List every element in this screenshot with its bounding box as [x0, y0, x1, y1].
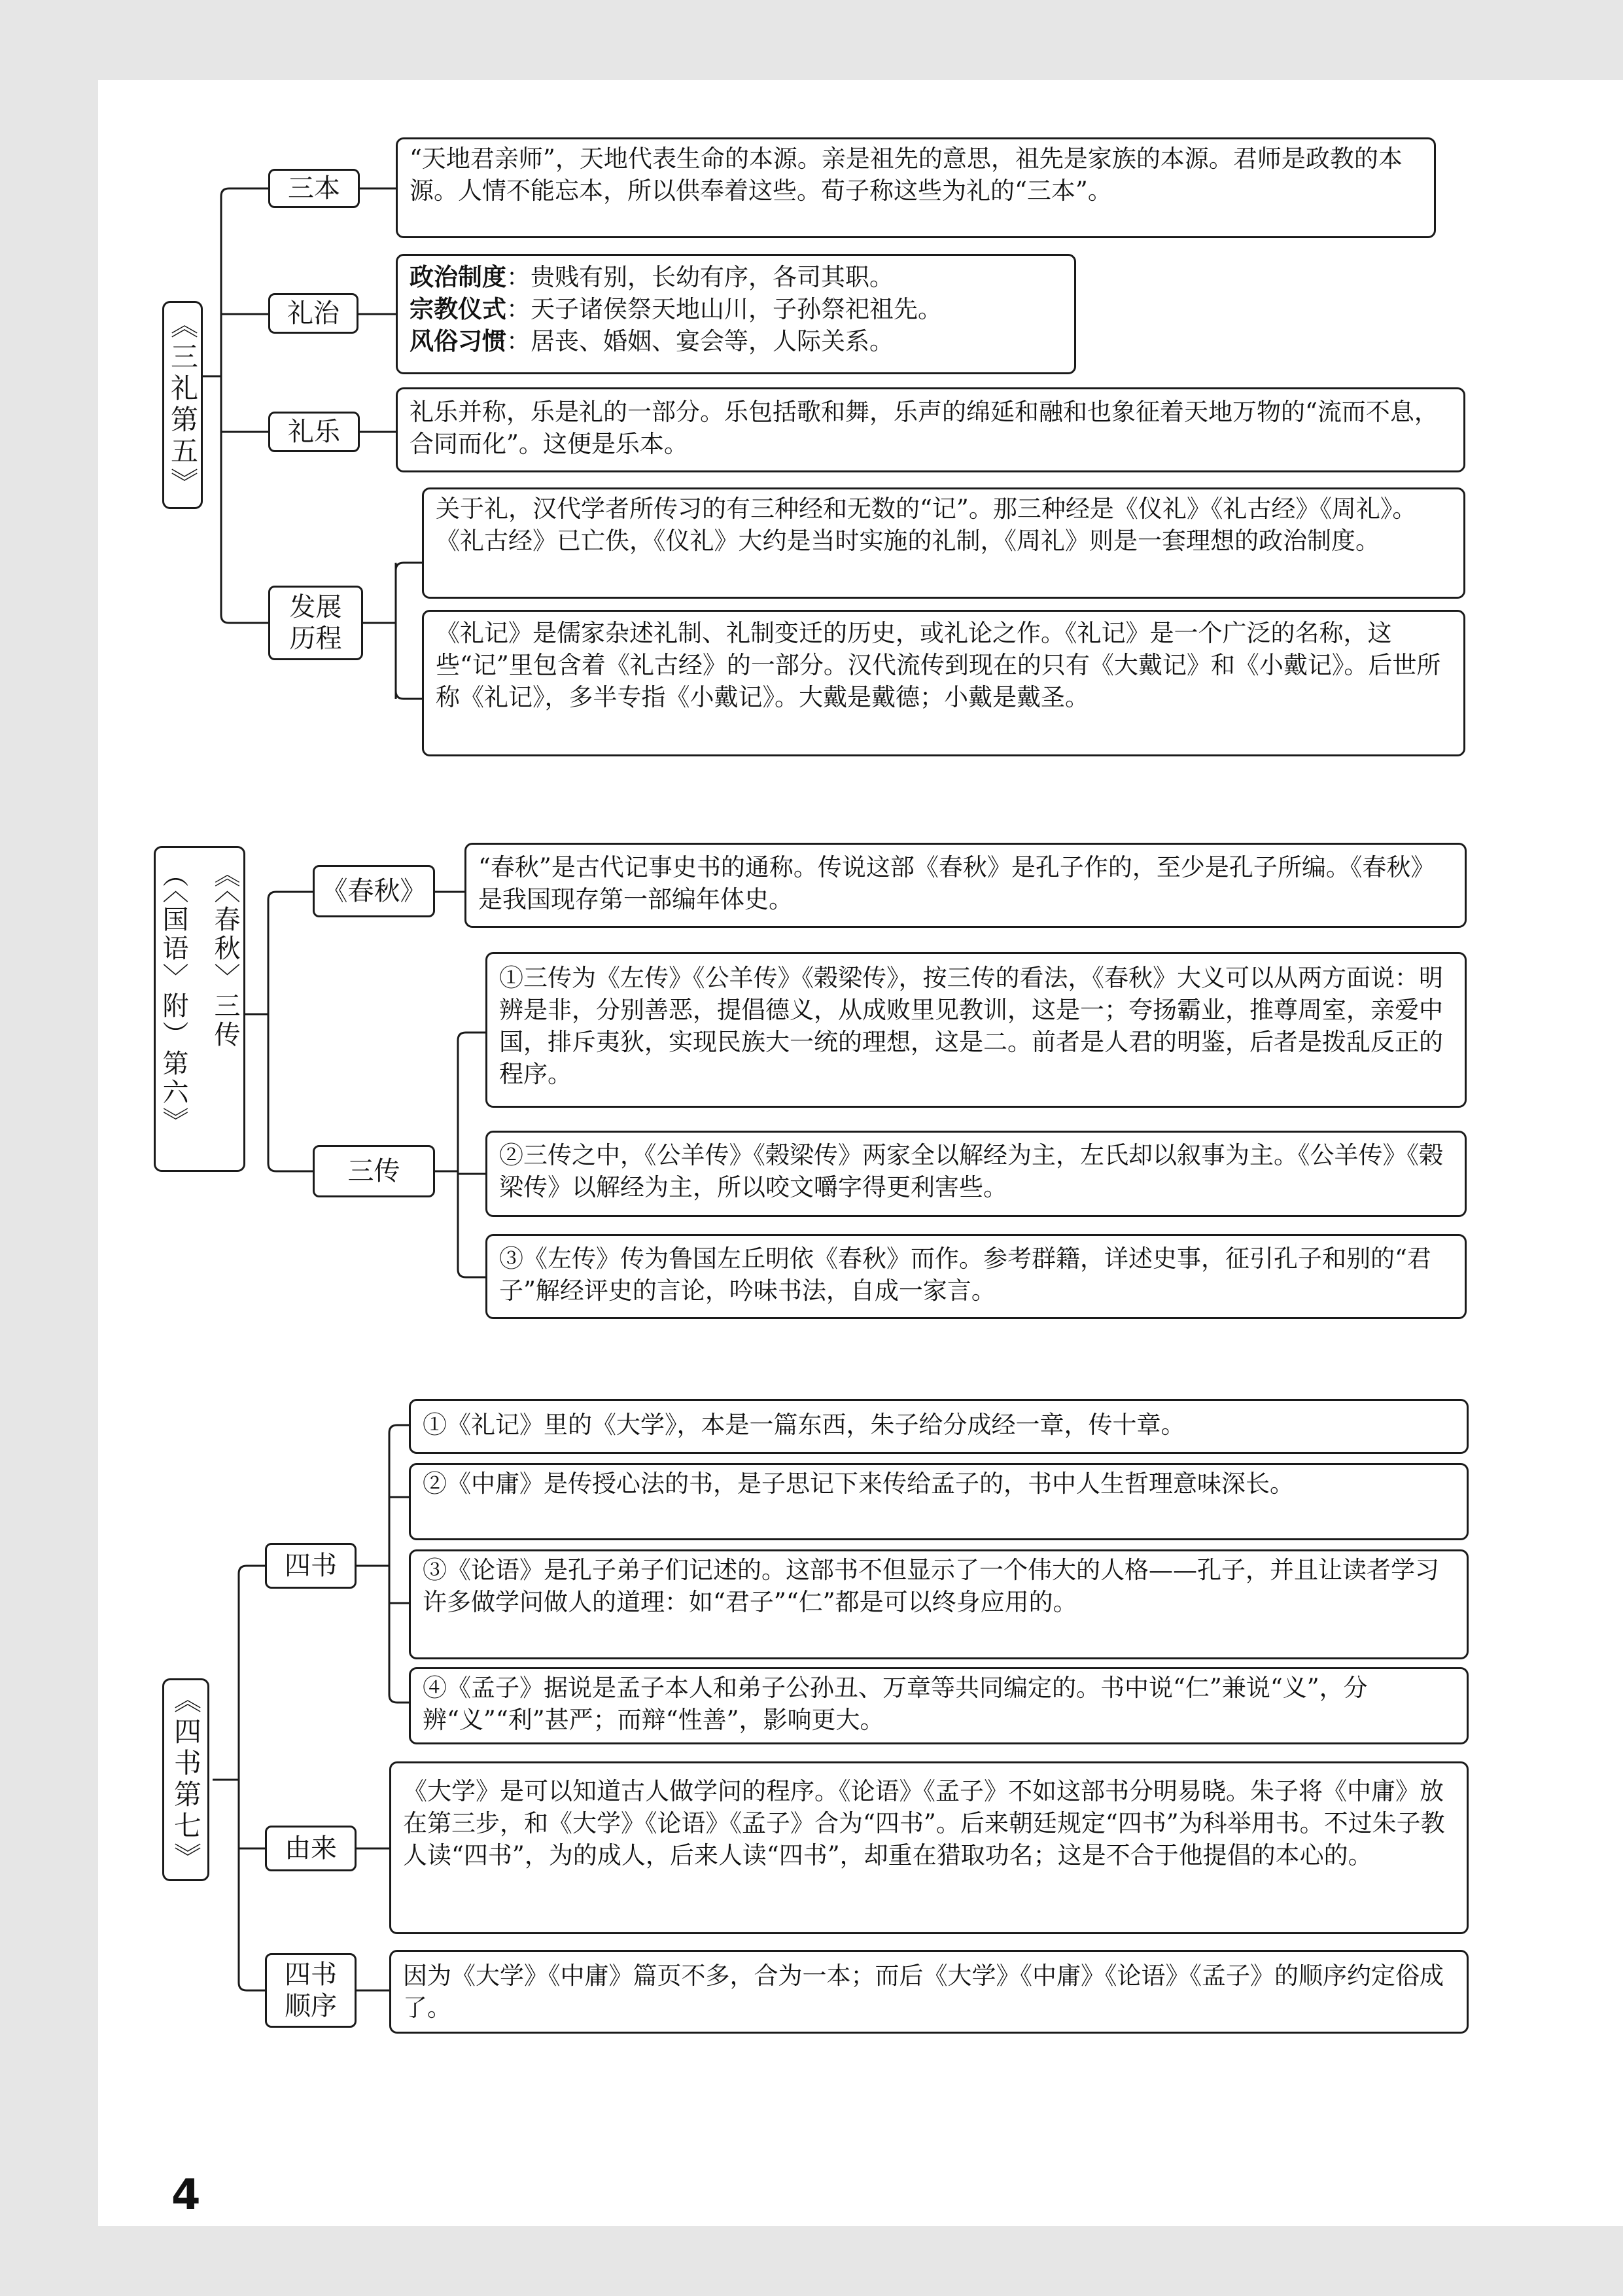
node-sanzhuan: 三传	[313, 1145, 435, 1197]
section1-title: 《三礼第五》	[162, 301, 203, 509]
sishu-item4-box	[409, 1667, 1469, 1744]
lizhi-value-customs: ：居丧、婚姻、宴会等，人际关系。	[506, 327, 894, 355]
sishu-item1: ①《礼记》里的《大学》，本是一篇东西，朱子给分成经一章，传十章。	[423, 1411, 1185, 1439]
youlai-text-box	[389, 1761, 1469, 1934]
node-youlai: 由来	[265, 1826, 357, 1871]
sishu-item2: ②《中庸》是传授心法的书，是子思记下来传给孟子的，书中人生哲理意味深长。	[423, 1470, 1294, 1498]
fazhan-text2: 《礼记》是儒家杂述礼制、礼制变迁的历史，或礼论之作。《礼记》是一个广泛的名称，这些“记”里包含着《礼古经》的一部分。汉代流传到现在的只有《大戴记》和《小戴记》。后世所称《礼记》，多半专指《小戴记》。大戴是戴德；小戴是戴圣。	[436, 619, 1441, 711]
lizhi-key-customs: 风俗习惯	[410, 327, 506, 355]
node-sishu: 四书	[265, 1543, 357, 1589]
lizhi-item-politics	[410, 261, 1062, 293]
node-sanben: 三本	[268, 169, 360, 208]
section2-title	[154, 846, 245, 1172]
fazhan-text1: 关于礼，汉代学者所传习的有三种经和无数的“记”。那三种经是《仪礼》《礼古经》《周礼》。《礼古经》已亡佚，《仪礼》大约是当时实施的礼制，《周礼》则是一套理想的政治制度。	[436, 495, 1417, 555]
sanben-text-box	[396, 137, 1436, 238]
sishu-item4: ④《孟子》据说是孟子本人和弟子公孙丑、万章等共同编定的。书中说“仁”兼说“义”，分辨“义”“利”甚严；而辩“性善”，影响更大。	[423, 1674, 1368, 1734]
chunqiu-text: “春秋”是古代记事史书的通称。传说这部《春秋》是孔子作的，至少是孔子所编。《春秋》是我国现存第一部编年体史。	[478, 853, 1435, 913]
sanben-text: “天地君亲师”，天地代表生命的本源。亲是祖先的意思，祖先是家族的本源。君师是政教的本源。人情不能忘本，所以供奉着这些。荀子称这些为礼的“三本”。	[410, 145, 1403, 205]
shunxu-label-line2: 顺序	[285, 1991, 337, 2021]
fazhan-text1-box	[422, 487, 1465, 599]
page-number: 4	[171, 2171, 201, 2219]
lizhi-key-religion: 宗教仪式	[410, 295, 506, 323]
lizhi-value-religion: ：天子诸侯祭天地山川，子孙祭祀祖先。	[506, 295, 942, 323]
liyue-text-box	[396, 387, 1465, 472]
lizhi-item-customs	[410, 325, 1062, 357]
lizhi-key-politics: 政治制度	[410, 263, 506, 291]
shunxu-label-line1: 四书	[285, 1960, 337, 1990]
youlai-text: 《大学》是可以知道古人做学问的程序。《论语》《孟子》不如这部书分明易晓。朱子将《中庸》放在第三步，和《大学》《论语》《孟子》合为“四书”。后来朝廷规定“四书”为科举用书。不过朱子教人读“四书”，为的成人，后来人读“四书”，却重在猎取功名；这是不合于他提倡的本心的。	[403, 1777, 1445, 1869]
shunxu-text-box	[389, 1950, 1469, 2034]
sanzhuan-text3-box	[485, 1234, 1467, 1319]
sanzhuan-text1: ①三传为《左传》《公羊传》《榖梁传》，按三传的看法，《春秋》大义可以从两方面说：明辨是非，分别善恶，提倡德义，从成败里见教训，这是一；夸扬霸业，推尊周室，亲爱中国，排斥夷狄，实现民族大一统的理想，这是二。前者是人君的明鉴，后者是拨乱反正的程序。	[499, 964, 1443, 1088]
sishu-item3-box	[409, 1549, 1469, 1659]
shunxu-text: 因为《大学》《中庸》篇页不多，合为一本；而后《大学》《中庸》《论语》《孟子》的顺序约定俗成了。	[403, 1962, 1444, 2022]
node-lizhi: 礼治	[268, 293, 358, 334]
section2-title-col-right: 《〈春秋〉三传	[210, 861, 240, 1050]
fazhan-label-line2: 历程	[289, 624, 342, 654]
sishu-item1-box	[409, 1399, 1469, 1454]
sanzhuan-text3: ③《左传》传为鲁国左丘明依《春秋》而作。参考群籍，详述史事，征引孔子和别的“君子”解经评史的言论，吟味书法，自成一家言。	[499, 1245, 1431, 1305]
lizhi-text-box	[396, 254, 1076, 374]
sanzhuan-text2-box	[485, 1131, 1467, 1217]
node-shunxu	[265, 1953, 357, 2028]
node-chunqiu: 《春秋》	[313, 865, 435, 917]
liyue-text: 礼乐并称，乐是礼的一部分。乐包括歌和舞，乐声的绵延和融和也象征着天地万物的“流而不息，合同而化”。这便是乐本。	[410, 398, 1439, 458]
section3-title: 《四书第七》	[162, 1678, 209, 1881]
node-fazhan	[268, 586, 363, 660]
node-liyue: 礼乐	[268, 412, 360, 452]
sishu-item3: ③《论语》是孔子弟子们记述的。这部书不但显示了一个伟大的人格——孔子，并且让读者学习许多做学问做人的道理：如“君子”“仁”都是可以终身应用的。	[423, 1556, 1439, 1616]
sanzhuan-text1-box	[485, 952, 1467, 1108]
fazhan-label-line1: 发展	[289, 592, 342, 622]
section2-title-col-left: （〈国语〉附）第六》	[158, 861, 188, 1136]
sishu-item2-box	[409, 1463, 1469, 1540]
fazhan-text2-box	[422, 610, 1465, 756]
chunqiu-text-box	[464, 843, 1467, 928]
sanzhuan-text2: ②三传之中，《公羊传》《榖梁传》两家全以解经为主，左氏却以叙事为主。《公羊传》《榖梁传》以解经为主，所以咬文嚼字得更利害些。	[499, 1141, 1443, 1201]
lizhi-item-religion	[410, 293, 1062, 325]
lizhi-value-politics: ：贵贱有别，长幼有序，各司其职。	[506, 263, 894, 291]
